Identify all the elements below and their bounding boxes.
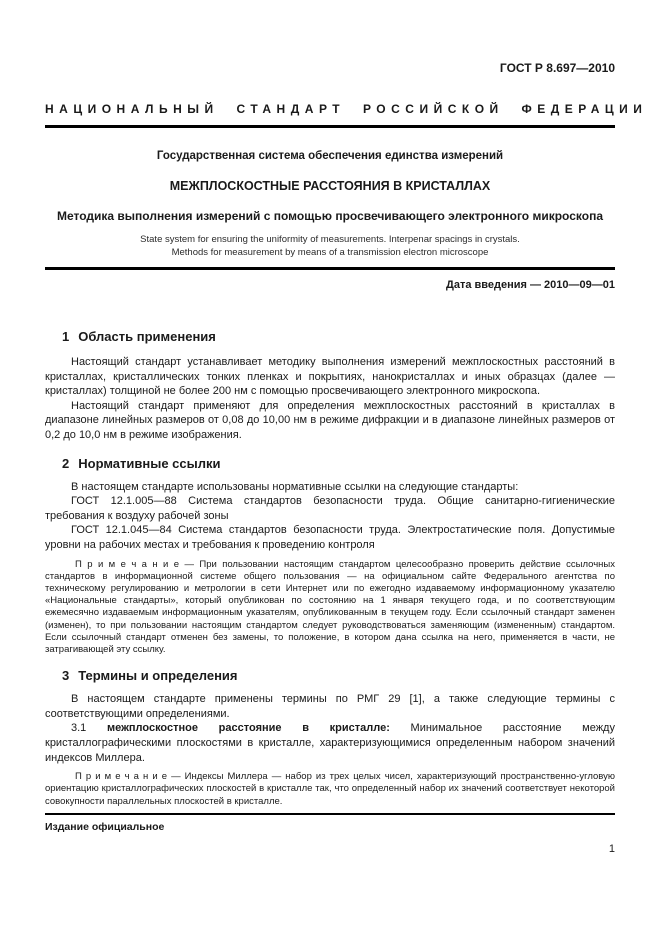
divider-footer [45, 813, 615, 816]
paragraph: В настоящем стандарте использованы нормативные ссылки на следующие стандарты: [71, 480, 519, 493]
national-standard-banner: НАЦИОНАЛЬНЫЙ СТАНДАРТ РОССИЙСКОЙ ФЕДЕРАЦИИ [45, 102, 648, 116]
section-normative-references [45, 456, 615, 657]
paragraph: Настоящий стандарт устанавливает методику выполнения измерений межплоскостных расстояний в кристаллах, кристаллических тонких пленках и покрытиях, нанокристаллах и иных образцах (далее — кристаллах) толщиной не более 200 нм с помощью просвечивающего электронного микроскопа. [45, 356, 615, 398]
divider-title-block [45, 267, 615, 270]
section-number: 3 [62, 668, 70, 684]
section-title: Нормативные ссылки [78, 455, 221, 471]
effective-date: Дата введения — 2010—09—01 [446, 279, 615, 291]
title-english-line2: Methods for measurement by means of a transmission electron microscope [171, 246, 489, 258]
doc-number: ГОСТ Р 8.697—2010 [499, 61, 615, 75]
title-english-line1: State system for ensuring the uniformity of measurements. Interpenar spacings in crystals. [140, 234, 520, 245]
title-english [45, 234, 615, 259]
section-heading-3 [45, 668, 615, 684]
title-system-line: Государственная система обеспечения единства измерений [156, 150, 504, 162]
section-number: 1 [62, 329, 70, 344]
term-definition [45, 721, 615, 765]
section-title: Термины и определения [78, 668, 238, 684]
paragraph: В настоящем стандарте применены термины по РМГ 29 [1], а также следующие термины с соответствующими определениями. [45, 693, 615, 720]
section-number: 2 [62, 455, 70, 471]
document-subtitle: Методика выполнения измерений с помощью просвечивающего электронного микроскопа [57, 209, 603, 223]
section-heading-2 [45, 456, 615, 472]
document-title: МЕЖПЛОСКОСТНЫЕ РАССТОЯНИЯ В КРИСТАЛЛАХ [169, 179, 491, 193]
section-heading-1 [45, 329, 615, 345]
section-scope [45, 329, 615, 443]
official-edition-label: Издание официальное [45, 821, 165, 834]
paragraph: Настоящий стандарт применяют для определения межплоскостных расстояний в кристаллах в диапазоне линейных размеров от 0,08 до 10,00 нм в режиме дифракции и в диапазоне линейных размеров от 0,2 до 10,0 нм в режиме изображения. [45, 399, 615, 441]
section-title: Область применения [78, 329, 216, 344]
section-terms-definitions [45, 668, 615, 808]
term-number: 3.1 [71, 722, 87, 735]
reference-item: ГОСТ 12.1.045—84 Система стандартов безопасности труда. Электростатические поля. Допустимые уровни на рабочих местах и требования к проведению контроля [45, 524, 615, 551]
term-name: межплоскостное расстояние в кристалле: [106, 722, 390, 735]
term-definition-text: Минимальное расстояние между кристаллографическими плоскостями в кристалле, характеризующимися определенным набором значений индексов Миллера. [45, 722, 615, 764]
note: П р и м е ч а н и е — При пользовании настоящим стандартом целесообразно проверить действие ссылочных стандартов в информационной системе общего пользования — на официальном сайте Федерального агентства по техническому регулированию и метрологии в сети Интернет или по ежегодно издаваемому информационному указателю «Национальные стандарты», который опубликован по состоянию на 1 января текущего года, и по соответствующим ежемесячно издаваемым информационным указателям, опубликованным в текущем году. Если ссылочный стандарт заменен (изменен), то при пользовании настоящим стандартом следует руководствоваться заменяющим (измененным) стандартом. Если ссылочный стандарт отменен без замены, то положение, в котором дана ссылка на него, применяется в части, не затрагивающей эту ссылку. [45, 558, 615, 655]
page-number: 1 [608, 843, 615, 856]
note: П р и м е ч а н и е — Индексы Миллера — набор из трех целых чисел, характеризующий пространственно-угловую ориентацию кристаллографических плоскостей в кристалле так, что определенный набор их значений соответствует некоторой совокупности параллельных плоскостей в кристалле. [45, 771, 615, 807]
reference-item: ГОСТ 12.1.005—88 Система стандартов безопасности труда. Общие санитарно-гигиенические требования к воздуху рабочей зоны [45, 495, 615, 522]
divider-header [45, 125, 615, 128]
